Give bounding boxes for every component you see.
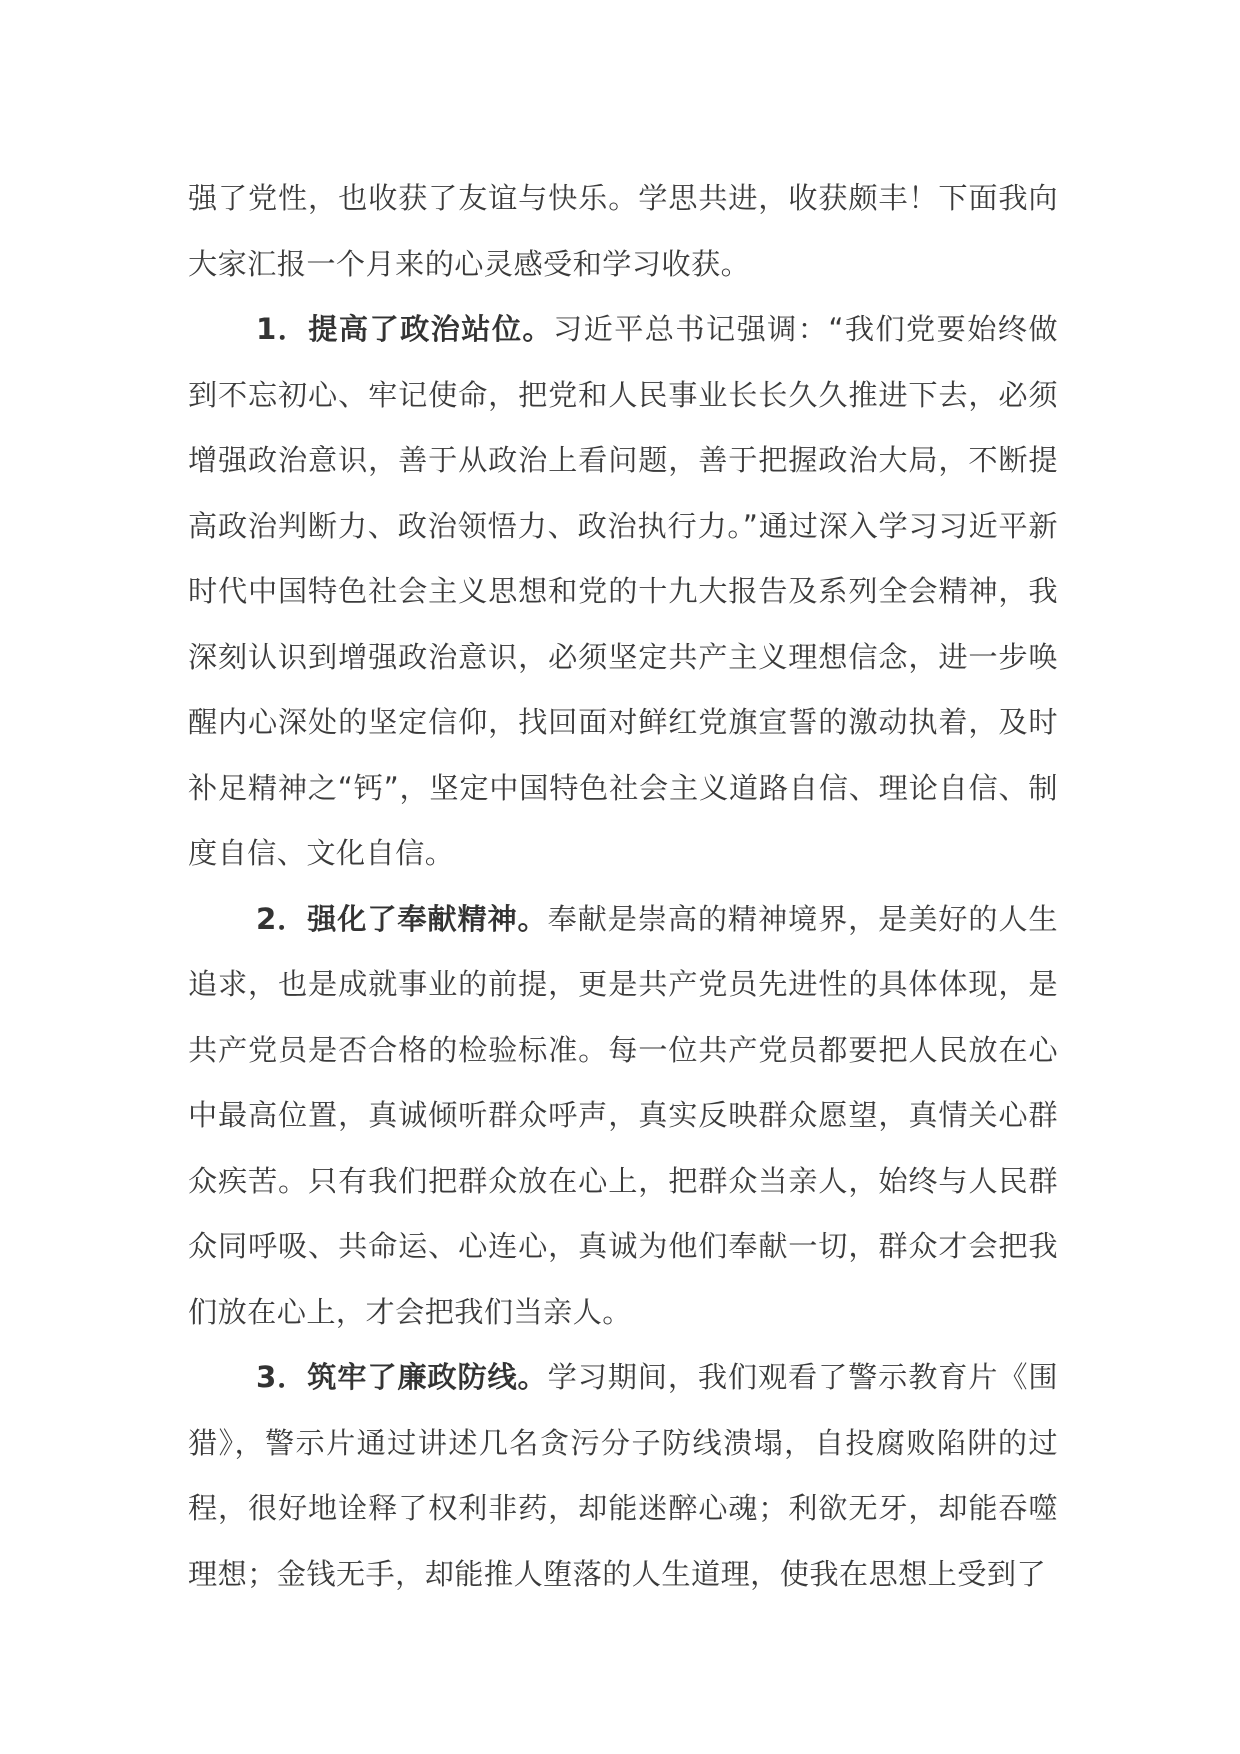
point-2-text: 奉献是崇高的精神境界，是美好的人生追求，也是成就事业的前提，更是共产党员先进性的具体体现，是共产党员是否合格的检验标准。每一位共产党员都要把人民放在心中最高位置，真诚倾听群众呼声，真实反映群众愿望，真情关心群众疾苦。只有我们把群众放在心上，把群众当亲人，始终与人民群众同呼吸、共命运、心连心，真诚为他们奉献一切，群众才会把我们放在心上，才会把我们当亲人。 [188, 901, 1058, 1329]
point-3-text: 学习期间，我们观看了警示教育片《围猎》，警示片通过讲述几名贪污分子防线溃塌，自投腐败陷阱的过程，很好地诠释了权利非药，却能迷醉心魂；利欲无牙，却能吞噬理想；金钱无手，却能推人堕落的人生道理，使我在思想上受到了 [188, 1360, 1058, 1591]
point-2-paragraph [188, 887, 1058, 1346]
point-1-text: 习近平总书记强调：“我们党要始终做到不忘初心、牢记使命，把党和人民事业长长久久推进下去，必须增强政治意识，善于从政治上看问题，善于把握政治大局，不断提高政治判断力、政治领悟力、政治执行力。”通过深入学习习近平新时代中国特色社会主义思想和党的十九大报告及系列全会精神，我深刻认识到增强政治意识，必须坚定共产主义理想信念，进一步唤醒内心深处的坚定信仰，找回面对鲜红党旗宣誓的激动执着，及时补足精神之“钙”，坚定中国特色社会主义道路自信、理论自信、制度自信、文化自信。 [188, 312, 1058, 870]
point-3-heading: 3．筑牢了廉政防线。 [256, 1360, 548, 1394]
point-1-paragraph [188, 297, 1058, 887]
intro-paragraph-text: 强了党性，也收获了友谊与快乐。学思共进，收获颇丰！下面我向大家汇报一个月来的心灵感受和学习收获。 [188, 181, 1058, 281]
point-2-heading: 2．强化了奉献精神。 [256, 901, 548, 936]
point-3-paragraph [188, 1345, 1058, 1607]
point-1-heading: 1．提高了政治站位。 [256, 312, 554, 346]
document-body [188, 166, 1058, 1607]
intro-paragraph [188, 166, 1058, 297]
